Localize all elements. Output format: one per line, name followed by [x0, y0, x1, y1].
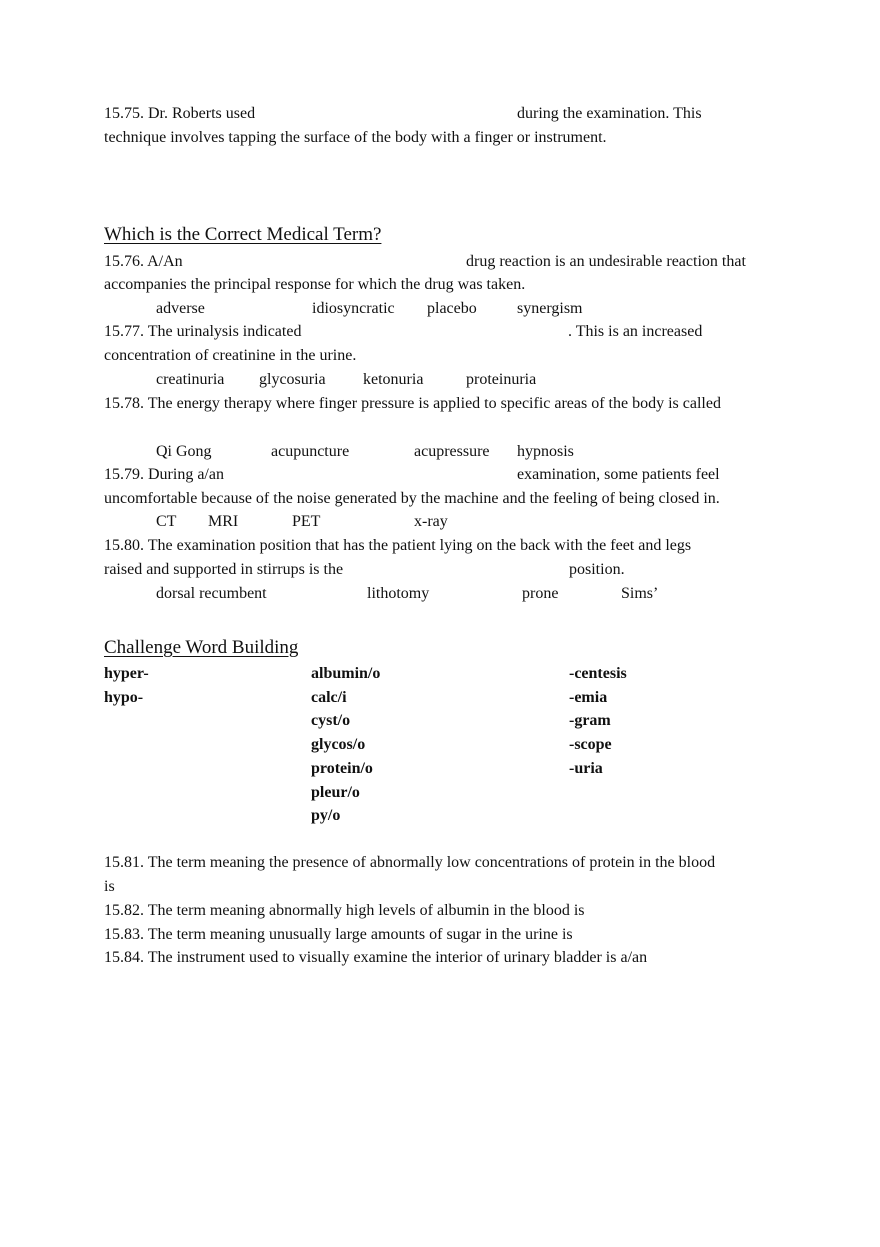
root-item: pleur/o: [311, 784, 360, 801]
q1577-option: glycosuria: [259, 371, 326, 388]
q1580-text-c: position.: [569, 561, 625, 578]
q1577-text-a: 15.77. The urinalysis indicated: [104, 323, 302, 340]
root-item: protein/o: [311, 760, 373, 777]
root-item: glycos/o: [311, 736, 366, 753]
q1582-text-a: 15.82. The term meaning abnormally high levels of albumin in the blood is: [104, 902, 585, 919]
q1576-text-b: drug reaction is an undesirable reaction that: [466, 253, 746, 270]
suffix-item: -emia: [569, 689, 608, 706]
root-item: albumin/o: [311, 665, 381, 682]
q1579-option: CT: [156, 513, 177, 530]
prefix-item: hyper-: [104, 665, 149, 682]
prefix-item: hypo-: [104, 689, 144, 706]
q1577-option: creatinuria: [156, 371, 225, 388]
q1578-option: hypnosis: [517, 443, 574, 460]
suffix-item: -scope: [569, 736, 612, 753]
q1577-text-c: concentration of creatinine in the urine.: [104, 347, 357, 364]
q1584-text-a: 15.84. The instrument used to visually examine the interior of urinary bladder is a/an: [104, 949, 648, 966]
q1579-text-b: examination, some patients feel: [517, 466, 720, 483]
q1576-text-a: 15.76. A/An: [104, 253, 183, 270]
root-item: py/o: [311, 807, 341, 824]
q1579-option: x-ray: [414, 513, 448, 530]
q1579-text-c: uncomfortable because of the noise generated by the machine and the feeling of being closed in.: [104, 490, 720, 507]
root-item: calc/i: [311, 689, 347, 706]
q1578-option: Qi Gong: [156, 443, 212, 460]
q1578-text-a: 15.78. The energy therapy where finger pressure is applied to specific areas of the body is called: [104, 395, 721, 412]
q1576-option: adverse: [156, 300, 205, 317]
q1575-text-a: 15.75. Dr. Roberts used: [104, 105, 256, 122]
root-item: cyst/o: [311, 712, 351, 729]
suffix-item: -gram: [569, 712, 611, 729]
q1579-text-a: 15.79. During a/an: [104, 466, 224, 483]
section-heading-word-building: Challenge Word Building: [104, 637, 299, 658]
q1576-option: synergism: [517, 300, 583, 317]
q1580-option: lithotomy: [367, 585, 430, 602]
q1580-option: Sims’: [621, 585, 659, 602]
q1579-option: MRI: [208, 513, 239, 530]
q1580-option: prone: [522, 585, 559, 602]
q1577-option: proteinuria: [466, 371, 537, 388]
q1580-option: dorsal recumbent: [156, 585, 267, 602]
q1575-text-b: during the examination. This: [517, 105, 702, 122]
q1578-option: acupressure: [414, 443, 490, 460]
q1578-option: acupuncture: [271, 443, 350, 460]
q1583-text-a: 15.83. The term meaning unusually large amounts of sugar in the urine is: [104, 926, 573, 943]
suffix-item: -uria: [569, 760, 603, 777]
section-heading-correct-term: Which is the Correct Medical Term?: [104, 224, 382, 245]
q1581-text-b: is: [104, 878, 115, 895]
suffix-item: -centesis: [569, 665, 627, 682]
q1579-option: PET: [292, 513, 321, 530]
q1577-option: ketonuria: [363, 371, 424, 388]
q1576-text-c: accompanies the principal response for which the drug was taken.: [104, 276, 526, 293]
q1575-text-c: technique involves tapping the surface of the body with a finger or instrument.: [104, 129, 607, 146]
q1580-text-a: 15.80. The examination position that has the patient lying on the back with the feet and legs: [104, 537, 692, 554]
q1577-text-b: . This is an increased: [568, 323, 703, 340]
q1576-option: idiosyncratic: [312, 300, 395, 317]
q1581-text-a: 15.81. The term meaning the presence of abnormally low concentrations of protein in the blood: [104, 854, 716, 871]
q1576-option: placebo: [427, 300, 477, 317]
q1580-text-b: raised and supported in stirrups is the: [104, 561, 344, 578]
